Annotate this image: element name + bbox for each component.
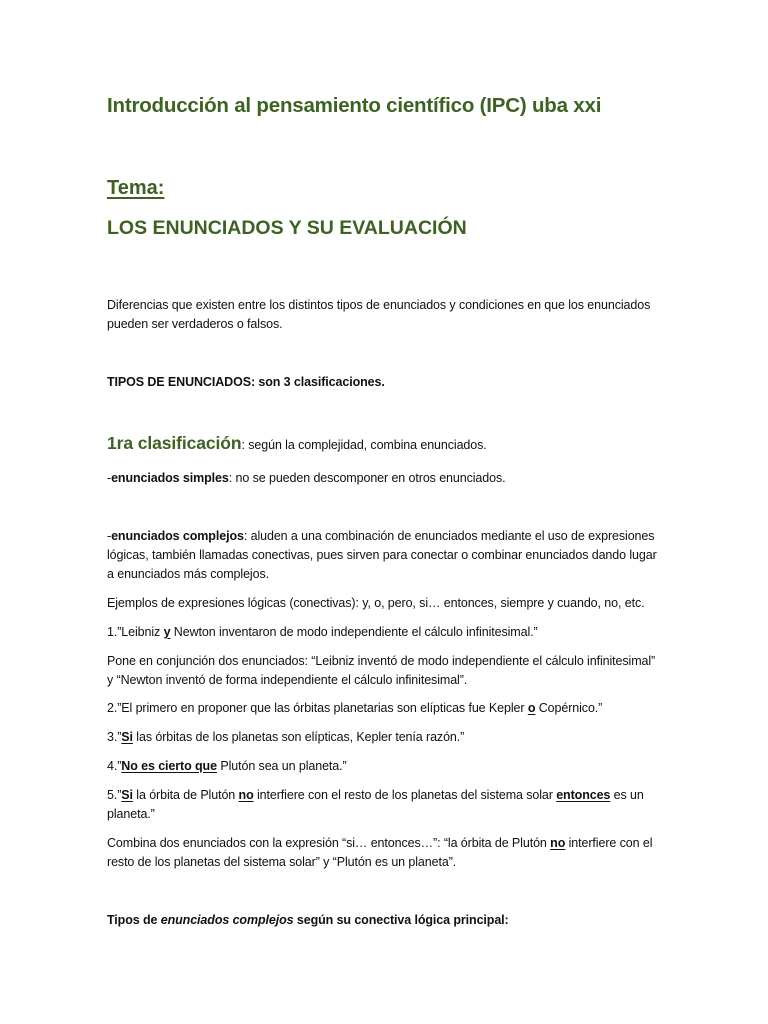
example-4-connective: No es cierto que xyxy=(121,759,217,773)
clasificacion-1 xyxy=(107,434,662,455)
example-2-text-b: Copérnico.” xyxy=(535,701,603,715)
ejemplos-paragraph: Ejemplos de expresiones lógicas (conectivas): y, o, pero, si… entonces, siempre y cuando, no, etc. xyxy=(107,596,645,610)
enunciados-simples xyxy=(107,469,662,488)
enunciados-simples-term: enunciados simples xyxy=(111,471,229,485)
example-3-text-b: las órbitas de los planetas son elípticas, Kepler tenía razón.” xyxy=(132,730,465,744)
tipos-heading: TIPOS DE ENUNCIADOS: son 3 clasificaciones. xyxy=(107,375,385,389)
example-5-connective-no: no xyxy=(238,788,254,802)
example-2-connective: o xyxy=(527,701,536,715)
example-3-connective: Si xyxy=(121,730,133,744)
example-1-connective: y xyxy=(163,625,171,639)
clasificacion-1-heading: 1ra clasificación xyxy=(107,433,242,453)
tipos-complejos-text-b: según su conectiva lógica principal: xyxy=(293,913,509,927)
example-5-connective-entonces: entonces xyxy=(556,788,611,802)
combina-paragraph xyxy=(107,834,662,872)
example-5 xyxy=(107,786,662,824)
dash: - xyxy=(107,529,112,543)
tema-label: Tema: xyxy=(107,177,165,199)
clasificacion-1-text: : según la complejidad, combina enunciados. xyxy=(241,438,487,452)
document-title: Introducción al pensamiento científico (IPC) uba xxi xyxy=(107,94,602,117)
example-3 xyxy=(107,728,662,747)
combina-text-a: Combina dos enunciados con la expresión “si… entonces…”: “la órbita de Plutón xyxy=(107,836,551,850)
tipos-complejos-text-a: Tipos de xyxy=(107,913,161,927)
example-4-text-a: 4.” xyxy=(107,759,122,773)
example-2 xyxy=(107,699,662,718)
example-5-text-c: interfiere con el resto de los planetas del sistema solar xyxy=(253,788,557,802)
enunciados-complejos-text: : aluden a una combinación de enunciados mediante el uso de expresiones lógicas, también llamadas conectivas, pues sirven para conectar o combinar enunciados dando lugar a enunciados más complejos. xyxy=(107,529,657,581)
enunciados-simples-text: : no se pueden descomponer en otros enunciados. xyxy=(228,471,506,485)
dash: - xyxy=(107,471,112,485)
combina-connective: no xyxy=(550,836,566,850)
example-1-text-a: 1.”Leibniz xyxy=(107,625,164,639)
example-1 xyxy=(107,623,662,642)
conjuncion-paragraph: Pone en conjunción dos enunciados: “Leibniz inventó de modo independiente el cálculo infinitesimal” y “Newton inventó de forma independiente el cálculo infinitesimal”. xyxy=(107,654,656,687)
enunciados-complejos-term: enunciados complejos xyxy=(111,529,244,543)
example-4-text-b: Plutón sea un planeta.” xyxy=(216,759,347,773)
enunciados-complejos xyxy=(107,527,662,584)
tipos-complejos-heading xyxy=(107,911,662,930)
example-5-connective-si: Si xyxy=(121,788,133,802)
example-5-text-d: es un planeta.” xyxy=(107,788,644,821)
example-3-text-a: 3.” xyxy=(107,730,122,744)
example-5-text-b: la órbita de Plutón xyxy=(132,788,239,802)
tipos-complejos-italic: enunciados complejos xyxy=(160,913,294,927)
combina-text-b: interfiere con el resto de los planetas del sistema solar” y “Plutón es un planeta”. xyxy=(107,836,653,869)
example-1-text-b: Newton inventaron de modo independiente el cálculo infinitesimal.” xyxy=(170,625,538,639)
example-4 xyxy=(107,757,662,776)
example-5-text-a: 5.” xyxy=(107,788,122,802)
example-2-text-a: 2.”El primero en proponer que las órbitas planetarias son elípticas fue Kepler xyxy=(107,701,528,715)
intro-paragraph: Diferencias que existen entre los distintos tipos de enunciados y condiciones en que los enunciados pueden ser verdaderos o falsos. xyxy=(107,298,651,331)
subject-heading: LOS ENUNCIADOS Y SU EVALUACIÓN xyxy=(107,217,467,239)
